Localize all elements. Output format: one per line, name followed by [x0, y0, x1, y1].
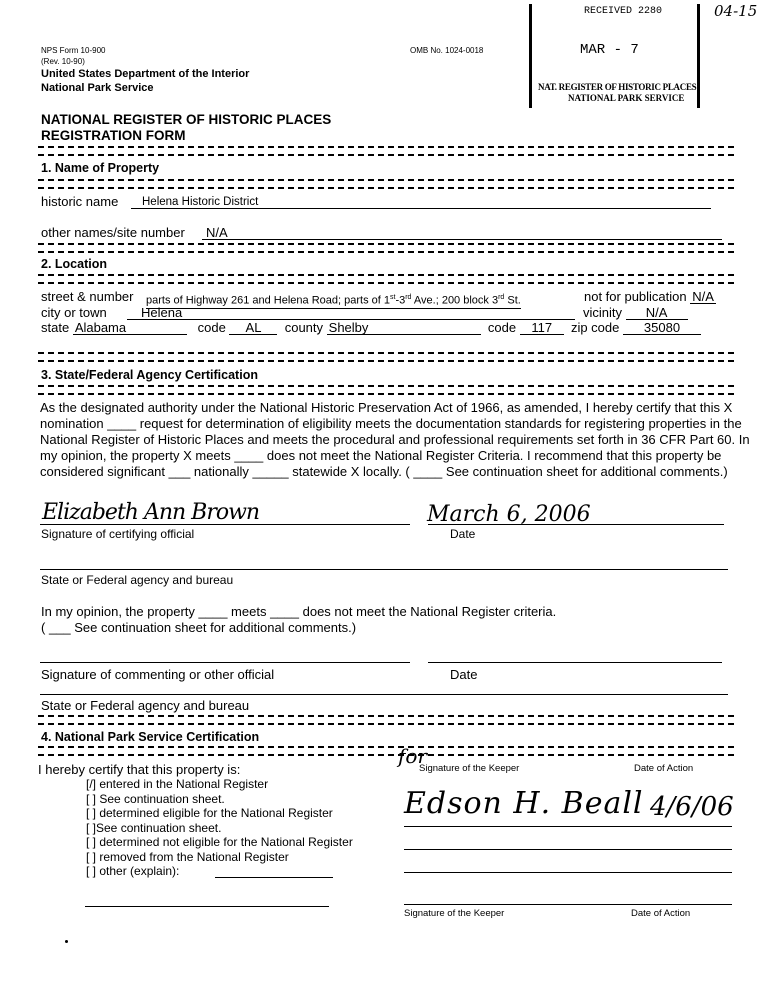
- department-name: United States Department of the Interior: [41, 68, 250, 80]
- received-stamp: [529, 4, 700, 108]
- agency-line: [40, 569, 728, 570]
- signature-line: [40, 524, 410, 525]
- status-option-continuation[interactable]: [ ]See continuation sheet.: [86, 820, 222, 835]
- agency2-line: [40, 694, 728, 695]
- agency-label: State or Federal agency and bureau: [41, 573, 234, 587]
- state-value[interactable]: Alabama: [73, 321, 187, 335]
- section1-heading: 1. Name of Property: [41, 161, 160, 175]
- keeper-signature: Edson H. Beall: [404, 786, 644, 821]
- keeper-line1: [404, 826, 732, 827]
- stamp-line1: NAT. REGISTER OF HISTORIC PLACES: [538, 82, 697, 92]
- commenting-date-line: [428, 662, 722, 663]
- status-option-continuation[interactable]: [ ] See continuation sheet.: [86, 791, 225, 806]
- county-label: county: [284, 320, 324, 335]
- other-names-value[interactable]: N/A: [206, 225, 228, 240]
- historic-name-value[interactable]: Helena Historic District: [142, 196, 259, 208]
- stray-dot: [65, 940, 68, 943]
- form-revision: (Rev. 10-90): [41, 57, 85, 66]
- certification-paragraph: As the designated authority under the National Historic Preservation Act of 1966, as amended, I hereby certify that this X nomination ____ request for determination of eligibility meets the documentation standards for registering properties in the National Register of Historic Places and meets the procedural and professional requirements set forth in 36 CFR Part 60. In my opinion, the property X meets ____ does not meet the National Register Criteria. I recommend that this property be considered significant ___ nationally _____ statewide X locally. ( ____ See continuation sheet for additional comments.): [40, 400, 750, 479]
- for-note-handwritten: for: [398, 744, 428, 768]
- keeper-label-bottom: Signature of the Keeper: [404, 908, 505, 919]
- form-number: NPS Form 10-900: [41, 46, 106, 55]
- nps-status-checklist: [86, 777, 353, 879]
- county-code-label: code: [487, 320, 517, 335]
- street-label: street & number: [41, 289, 134, 304]
- status-option-not-eligible[interactable]: [ ] determined not eligible for the National Register: [86, 835, 353, 849]
- section-divider: [38, 146, 734, 156]
- commenting-official-label: Signature of commenting or other official: [41, 667, 275, 682]
- city-value[interactable]: Helena: [141, 305, 183, 320]
- service-name: National Park Service: [41, 82, 154, 94]
- section-divider: [38, 274, 734, 284]
- status-option-entered[interactable]: [/] entered in the National Register: [86, 777, 269, 791]
- commenting-date-label: Date: [450, 667, 478, 682]
- action-label-top: Date of Action: [634, 763, 694, 774]
- keeper-line4: [404, 904, 732, 905]
- keeper-line2: [404, 849, 732, 850]
- keeper-line3: [404, 872, 732, 873]
- city-label: city or town: [41, 305, 107, 320]
- county-code-value[interactable]: 117: [520, 321, 564, 335]
- section-divider: [38, 352, 734, 362]
- section2-heading: 2. Location: [41, 257, 107, 271]
- action-label-bottom: Date of Action: [631, 908, 691, 919]
- not-for-publication: [584, 289, 716, 304]
- omb-number: OMB No. 1024-0018: [410, 46, 484, 55]
- zip-value[interactable]: 35080: [623, 321, 701, 335]
- state-label: state: [41, 320, 70, 335]
- form-title-line1: NATIONAL REGISTER OF HISTORIC PLACES: [41, 112, 332, 127]
- extra-line: [85, 906, 329, 907]
- nps-cert-intro: I hereby certify that this property is:: [38, 762, 241, 777]
- street-value[interactable]: parts of Highway 261 and Helena Road; parts of 1st-3rd Ave.; 200 block 3rd St.: [146, 291, 521, 309]
- form-title-line2: REGISTRATION FORM: [41, 128, 186, 143]
- county-value[interactable]: Shelby: [327, 321, 481, 335]
- section-divider: [38, 715, 734, 725]
- commenting-signature-line: [40, 662, 410, 663]
- state-code-value[interactable]: AL: [229, 321, 277, 335]
- section3-heading: 3. State/Federal Agency Certification: [41, 368, 258, 382]
- section-divider: [38, 385, 734, 395]
- date-line: [428, 524, 724, 525]
- vicinity: [583, 305, 688, 320]
- opinion-line1: In my opinion, the property ____ meets ____ does not meet the National Register criteria.: [41, 604, 557, 619]
- stamp-date: MAR - 7: [580, 42, 639, 58]
- keeper-label-top: Signature of the Keeper: [419, 763, 520, 774]
- nfp-label: not for publication: [584, 289, 687, 304]
- status-option-removed[interactable]: [ ] removed from the National Register: [86, 849, 289, 864]
- action-date-handwritten: 4/6/06: [650, 792, 734, 822]
- vicinity-value[interactable]: N/A: [626, 306, 688, 320]
- other-names-line: [202, 239, 722, 240]
- nfp-value[interactable]: N/A: [692, 289, 714, 304]
- state-code-label: code: [197, 320, 226, 335]
- historic-name-line: [131, 208, 711, 209]
- certifying-date-handwritten: March 6, 2006: [427, 502, 591, 527]
- status-option-other[interactable]: [ ] other (explain):: [86, 864, 180, 878]
- state-county-row: [41, 320, 701, 335]
- certifying-signature: Elizabeth Ann Brown: [42, 500, 260, 525]
- other-explain-line: [215, 877, 333, 878]
- vicinity-label: vicinity: [583, 305, 623, 320]
- section-divider: [38, 746, 734, 756]
- historic-name-label: historic name: [41, 194, 119, 209]
- certifying-date-label: Date: [450, 527, 476, 541]
- corner-handwritten-note: 04-15: [714, 2, 758, 20]
- section-divider: [38, 179, 734, 189]
- opinion-line2: ( ___ See continuation sheet for additional comments.): [41, 620, 357, 635]
- zip-label: zip code: [570, 320, 620, 335]
- section-divider: [38, 243, 734, 253]
- certifying-signature-label: Signature of certifying official: [41, 527, 195, 541]
- status-option-eligible[interactable]: [ ] determined eligible for the National Register: [86, 806, 333, 820]
- stamp-received: RECEIVED 2280: [584, 6, 663, 17]
- stamp-line2: NATIONAL PARK SERVICE: [568, 93, 685, 103]
- agency2-label: State or Federal agency and bureau: [41, 698, 250, 713]
- section4-heading: 4. National Park Service Certification: [41, 730, 260, 744]
- other-names-label: other names/site number: [41, 225, 185, 240]
